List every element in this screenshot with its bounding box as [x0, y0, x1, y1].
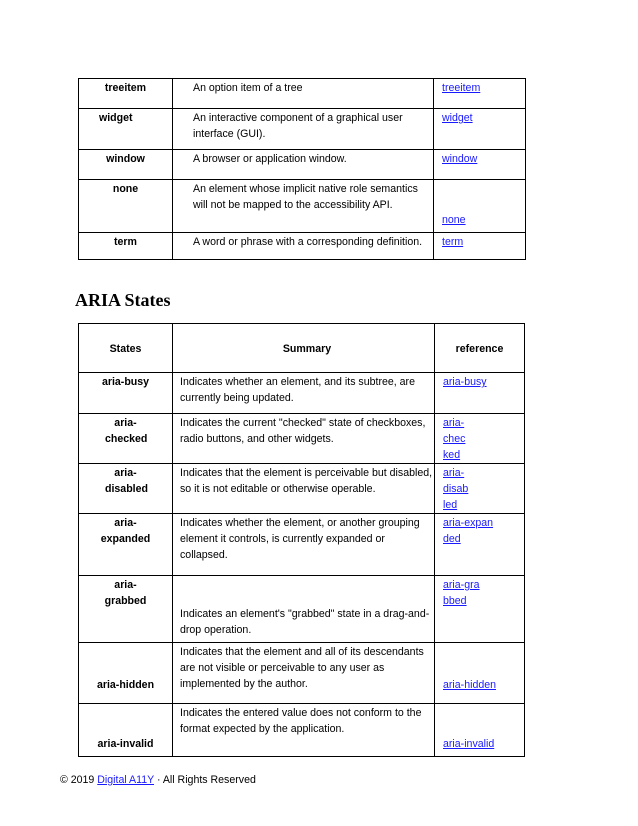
- table-row: [79, 414, 525, 464]
- table-row: [79, 109, 526, 150]
- role-name: none: [79, 180, 173, 233]
- role-name: window: [79, 150, 173, 180]
- table-row: [79, 514, 525, 576]
- role-summary: A browser or application window.: [173, 150, 434, 180]
- table-row: [79, 180, 526, 233]
- state-name: aria-busy: [79, 373, 173, 414]
- state-summary: Indicates whether the element, or another grouping element it controls, is currently expanded or collapsed.: [173, 514, 435, 576]
- table-row: [79, 464, 525, 514]
- column-header-summary: Summary: [173, 324, 435, 373]
- state-reference-link[interactable]: aria-busy: [443, 376, 487, 388]
- role-reference-link[interactable]: widget: [442, 112, 473, 124]
- state-reference-link[interactable]: aria-grabbed: [443, 579, 480, 607]
- states-table: [78, 323, 525, 757]
- state-summary: Indicates that the element and all of its descendants are not visible or perceivable to any user as implemented by the author.: [173, 643, 435, 704]
- state-name: aria-disabled: [79, 464, 173, 514]
- state-summary: Indicates an element's "grabbed" state in a drag-and-drop operation.: [173, 576, 435, 643]
- state-name: aria-invalid: [79, 704, 173, 757]
- table-row: [79, 150, 526, 180]
- role-summary: A word or phrase with a corresponding definition.: [173, 233, 434, 260]
- column-header-states: States: [79, 324, 173, 373]
- table-header-row: [79, 324, 525, 373]
- table-row: [79, 79, 526, 109]
- state-name: aria-checked: [79, 414, 173, 464]
- state-summary: Indicates whether an element, and its subtree, are currently being updated.: [173, 373, 435, 414]
- role-reference-link[interactable]: treeitem: [442, 82, 481, 94]
- copyright-text: © 2019: [60, 774, 98, 786]
- state-reference-link[interactable]: aria-checked: [443, 417, 466, 461]
- state-reference-link[interactable]: aria-disabled: [443, 467, 469, 511]
- role-summary: An option item of a tree: [173, 79, 434, 109]
- role-summary: An element whose implicit native role semantics will not be mapped to the accessibility API.: [173, 180, 434, 233]
- state-summary: Indicates the current "checked" state of checkboxes, radio buttons, and other widgets.: [173, 414, 435, 464]
- role-reference-link[interactable]: none: [442, 214, 466, 226]
- state-name: aria-hidden: [79, 643, 173, 704]
- table-row: [79, 704, 525, 757]
- state-summary: Indicates that the element is perceivable but disabled, so it is not editable or otherwise operable.: [173, 464, 435, 514]
- section-heading: ARIA States: [75, 290, 171, 310]
- role-summary: An interactive component of a graphical user interface (GUI).: [173, 109, 434, 150]
- table-row: [79, 576, 525, 643]
- state-name: aria-grabbed: [79, 576, 173, 643]
- state-reference-link[interactable]: aria-hidden: [443, 679, 497, 691]
- role-name: widget: [79, 109, 173, 150]
- role-reference-link[interactable]: term: [442, 236, 464, 248]
- column-header-reference: reference: [435, 324, 525, 373]
- rights-text: · All Rights Reserved: [154, 774, 256, 786]
- role-name: term: [79, 233, 173, 260]
- page-footer: [60, 774, 256, 786]
- footer-link[interactable]: Digital A11Y: [97, 774, 154, 786]
- role-name: treeitem: [79, 79, 173, 109]
- role-reference-link[interactable]: window: [442, 153, 478, 165]
- table-row: [79, 643, 525, 704]
- state-summary: Indicates the entered value does not conform to the format expected by the application.: [173, 704, 435, 757]
- table-row: [79, 233, 526, 260]
- state-reference-link[interactable]: aria-invalid: [443, 738, 495, 750]
- roles-table: [78, 78, 526, 260]
- state-name: aria-expanded: [79, 514, 173, 576]
- state-reference-link[interactable]: aria-expanded: [443, 517, 494, 545]
- table-row: [79, 373, 525, 414]
